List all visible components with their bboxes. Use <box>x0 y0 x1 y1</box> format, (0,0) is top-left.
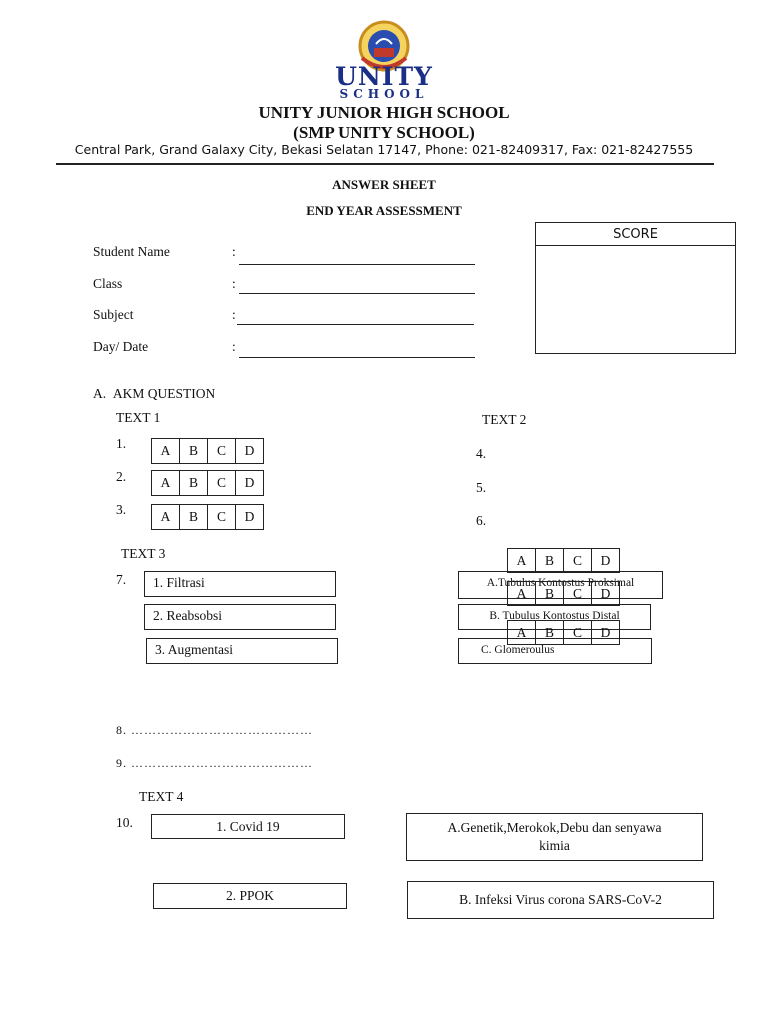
q7-right-item-a[interactable]: A.Tubulus Kontostus Proksimal <box>458 571 663 599</box>
option-d[interactable]: D <box>600 553 611 568</box>
option-a[interactable]: A <box>508 549 536 572</box>
field-label-student-name: Student Name <box>93 244 170 259</box>
option-d[interactable]: D <box>244 475 255 490</box>
question-number: 4. <box>476 446 487 461</box>
option-c[interactable]: C <box>564 582 592 605</box>
sheet-title: ANSWER SHEET <box>332 177 436 192</box>
field-colon: : <box>232 276 236 291</box>
day-date-line[interactable] <box>239 357 475 358</box>
field-colon: : <box>232 244 236 259</box>
text-4-heading: TEXT 4 <box>139 789 184 804</box>
option-c[interactable]: C <box>208 505 236 529</box>
option-b[interactable]: B <box>180 505 208 529</box>
option-b[interactable]: B <box>180 439 208 463</box>
class-line[interactable] <box>239 293 475 294</box>
option-a[interactable]: A <box>152 471 180 495</box>
text-1-heading: TEXT 1 <box>116 410 161 425</box>
q7-left-item-1[interactable]: 1. Filtrasi <box>144 571 336 597</box>
question-number: 2. <box>116 469 127 484</box>
sheet-subtitle: END YEAR ASSESSMENT <box>306 203 462 218</box>
q7-right-item-c[interactable]: C. Glomeroulus <box>458 638 652 664</box>
school-name: UNITY JUNIOR HIGH SCHOOL <box>258 103 510 122</box>
question-number: 1. <box>116 436 127 451</box>
option-a[interactable]: A <box>508 621 536 644</box>
option-c[interactable]: C <box>564 549 592 572</box>
field-label-class: Class <box>93 276 123 291</box>
score-label: SCORE <box>536 223 735 246</box>
school-address: Central Park, Grand Galaxy City, Bekasi Selatan 17147, Phone: 021-82409317, Fax: 021-82427555 <box>74 142 694 157</box>
q7-left-item-3[interactable]: 3. Augmentasi <box>146 638 338 664</box>
q9-answer-dots[interactable]: 9. …………………………………… <box>116 756 313 770</box>
q10-right-item-b[interactable]: B. Infeksi Virus corona SARS-CoV-2 <box>407 881 714 919</box>
q7-left-item-2[interactable]: 2. Reabsobsi <box>144 604 336 630</box>
student-name-line[interactable] <box>239 264 475 265</box>
option-b[interactable]: B <box>536 582 564 605</box>
option-a[interactable]: A <box>152 439 180 463</box>
option-b[interactable]: B <box>180 471 208 495</box>
question-number: 10. <box>116 815 133 830</box>
section-a-heading: A. AKM QUESTION <box>93 386 216 401</box>
score-box[interactable] <box>535 222 736 354</box>
q7-answer-options-2 <box>507 581 620 606</box>
q7-right-item-b[interactable]: B. Tubulus Kontostus Distal <box>458 604 651 630</box>
subject-line[interactable] <box>237 324 474 325</box>
option-d[interactable]: D <box>244 443 255 458</box>
question-number: 3. <box>116 502 127 517</box>
text-2-heading: TEXT 2 <box>482 412 527 427</box>
q8-answer-dots[interactable]: 8. …………………………………… <box>116 723 313 737</box>
option-c[interactable]: C <box>208 439 236 463</box>
option-b[interactable]: B <box>536 621 564 644</box>
question-number: 7. <box>116 572 127 587</box>
option-d[interactable]: D <box>600 586 611 601</box>
q10-left-item-2[interactable]: 2. PPOK <box>153 883 347 909</box>
option-c[interactable]: C <box>208 471 236 495</box>
q10-left-item-1[interactable]: 1. Covid 19 <box>151 814 345 839</box>
school-brand-logo <box>320 63 448 99</box>
field-colon: : <box>232 307 236 322</box>
option-a[interactable]: A <box>152 505 180 529</box>
q7-answer-options-3 <box>507 620 620 645</box>
option-c[interactable]: C <box>564 621 592 644</box>
q2-answer-options <box>151 470 264 496</box>
option-a[interactable]: A <box>508 582 536 605</box>
q7-answer-options-1 <box>507 548 620 573</box>
brand-unity: UNITY <box>335 62 433 91</box>
school-alias: (SMP UNITY SCHOOL) <box>293 123 475 142</box>
q1-answer-options <box>151 438 264 464</box>
question-number: 5. <box>476 480 487 495</box>
field-label-day-date: Day/ Date <box>93 339 149 354</box>
field-colon: : <box>232 339 236 354</box>
question-number: 6. <box>476 513 487 528</box>
header-divider <box>56 163 714 165</box>
field-label-subject: Subject <box>93 307 134 322</box>
brand-school: SCHOOL <box>339 87 429 101</box>
option-d[interactable]: D <box>600 625 611 640</box>
option-b[interactable]: B <box>536 549 564 572</box>
option-d[interactable]: D <box>244 509 255 524</box>
q3-answer-options <box>151 504 264 530</box>
q10-right-item-a[interactable]: A.Genetik,Merokok,Debu dan senyawa kimia <box>406 813 703 861</box>
text-3-heading: TEXT 3 <box>121 546 166 561</box>
